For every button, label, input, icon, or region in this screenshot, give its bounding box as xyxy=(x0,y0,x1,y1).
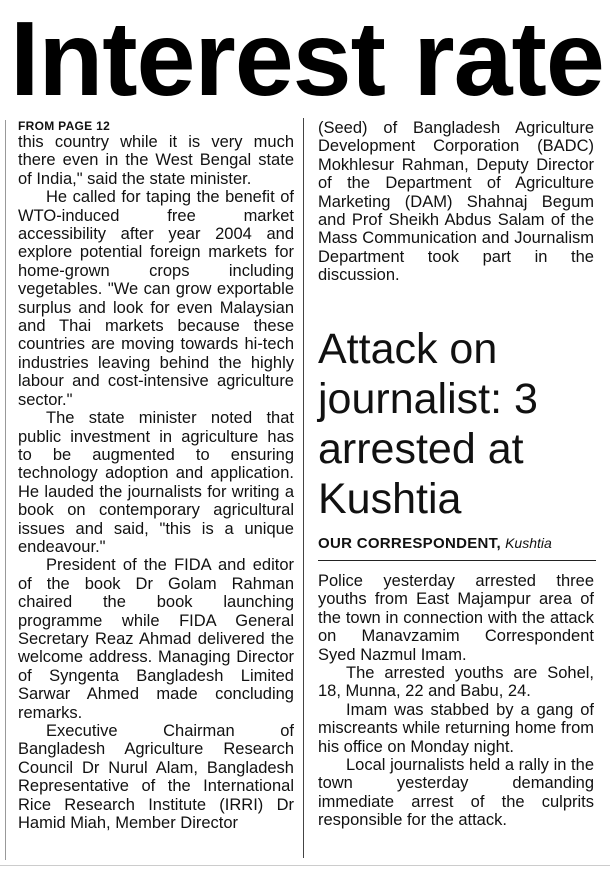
byline-place: Kushtia xyxy=(505,535,552,551)
byline-rule xyxy=(318,560,596,561)
left-column xyxy=(18,119,294,832)
paragraph: He called for taping the benefit of WTO-induced free market accessibility after year 2004 and explore potential foreign markets for home-grown crops including vegetables. "We can grow exportable surplus and look for even Malaysian and Thai markets because these countries are moving towards hi-tech industries leaving behind the highly labour and cost-intensive agriculture sector." xyxy=(18,188,294,409)
paragraph: President of the FIDA and editor of the book Dr Golam Rahman chaired the book launching programme while FIDA General Secretary Reaz Ahmad delivered the welcome address. Managing Director of Syngenta Bangladesh Limited Sarwar Ahmed made concluding remarks. xyxy=(18,556,294,722)
paragraph: The arrested youths are Sohel, 18, Munna, 22 and Babu, 24. xyxy=(318,664,594,701)
paragraph: Local journalists held a rally in the town yesterday demanding immediate arrest of the culprits responsible for the attack. xyxy=(318,756,594,830)
right-column-top xyxy=(318,119,594,285)
paragraph: this country while it is very much there even in the West Bengal state of India," said the state minister. xyxy=(18,133,294,188)
headline: Interest rate xyxy=(10,0,604,118)
bottom-rule xyxy=(0,865,610,866)
paragraph: (Seed) of Bangladesh Agriculture Development Corporation (BADC) Mokhlesur Rahman, Deputy Director of the Department of Agriculture Marketing (DAM) Shahnaj Begum and Prof Sheikh Abdus Salam of the Mass Communication and Journalism Department took part in the discussion. xyxy=(318,119,594,285)
byline-name: OUR CORRESPONDENT, xyxy=(318,535,501,552)
column-divider xyxy=(303,118,304,858)
story-body xyxy=(318,572,594,830)
jump-label: FROM PAGE 12 xyxy=(18,119,111,133)
paragraph: The state minister noted that public investment in agriculture has to be augmented to ensuring technology adoption and application. He lauded the journalists for writing a book on contemporary agricultural issues and said, "this is a unique endeavour." xyxy=(18,409,294,556)
paragraph: Imam was stabbed by a gang of miscreants while returning home from his office on Monday night. xyxy=(318,700,594,756)
byline xyxy=(318,534,598,553)
paragraph: Police yesterday arrested three youths from East Majampur area of the town in connection with the attack on Manavzamim Correspondent Syed Nazmul Imam. xyxy=(318,572,594,664)
paragraph: Executive Chairman of Bangladesh Agriculture Research Council Dr Nurul Alam, Bangladesh Representative of the International Rice Research Institute (IRRI) Dr Hamid Miah, Member Director xyxy=(18,722,294,833)
story-headline: Attack on journalist: 3 arrested at Kushtia xyxy=(318,325,538,523)
left-border xyxy=(5,120,6,860)
